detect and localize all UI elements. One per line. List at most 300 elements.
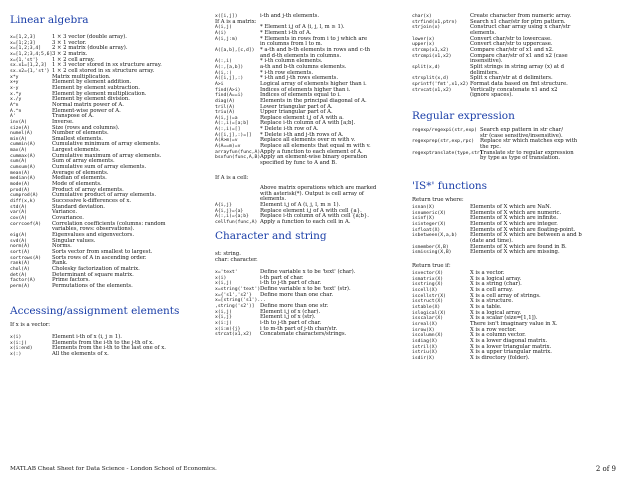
command-code: perm(A) (10, 283, 30, 289)
command-description: X is a cell array of strings. (470, 292, 541, 299)
command-code: var(A) (10, 210, 27, 216)
command-code: A(:,i)={a;b} (215, 214, 249, 220)
command-description: Covariance. (52, 215, 84, 221)
command-description: Element i,j of x (char). (260, 308, 321, 315)
command-code: A>i (215, 81, 224, 87)
command-description: 3 × 1 vector. (52, 39, 87, 46)
command-code: A(:,i) (215, 59, 232, 65)
command-code: istril(X) (412, 344, 438, 350)
command-code: istriu(X) (412, 350, 438, 356)
command-code: corrcoef(A) (10, 221, 42, 227)
command-description: Cumulative minimum of array elements. (52, 141, 161, 148)
command-code: A(:,i)=[] (215, 127, 241, 133)
cell-list (215, 186, 410, 226)
command-code: regexprep(str,exp,rpc) (412, 139, 475, 145)
command-description: insensitive). (470, 58, 503, 65)
command-code: inv(A) (10, 119, 27, 125)
is-list (412, 205, 634, 256)
command-code: max(A) (10, 148, 27, 154)
command-code: x(i,j) (215, 281, 232, 287)
command-code: A{i,j}={a} (215, 208, 244, 214)
command-description: variables, rows: observations). (52, 226, 135, 233)
page-number: 2 of 9 (595, 465, 616, 473)
command-code: x={1,'st'} (10, 57, 39, 63)
command-description: Replace all elements over m with v. (260, 137, 356, 144)
command-code: islogical(X) (412, 310, 446, 316)
command-code: triu(A) (215, 110, 235, 116)
list-item (10, 284, 210, 290)
matrix-access-list (215, 14, 410, 167)
command-code: mean(A) (10, 170, 30, 176)
command-description: 1 × 2 cell array. (52, 56, 95, 63)
command-description: Largest elements. (52, 147, 101, 154)
command-description: Average of elements. (52, 169, 109, 176)
command-description: Define more than one str. (260, 302, 329, 309)
command-code: If A is a matrix: (215, 18, 257, 25)
command-description: Apply a function to each element of A. (260, 148, 363, 155)
command-code: istable(X) (412, 304, 441, 310)
command-code: eig(A) (10, 232, 27, 238)
command-description: Elements of X which are NaN. (470, 204, 552, 210)
command-description: Element by element subtraction. (52, 84, 140, 91)
command-description: Split x char/str at d delimiters. (470, 75, 553, 82)
command-description: There isn't imaginary value in X. (470, 320, 558, 327)
command-description: Search x1 char/str for ptrn pattern. (470, 18, 566, 25)
command-code: isfloat(X) (412, 227, 441, 233)
command-description: Above matrix operations which are marked (260, 185, 377, 191)
command-description: Element by element multiplication. (52, 90, 147, 97)
command-description: Variance. (52, 209, 78, 216)
command-code: isnan(X) (412, 205, 435, 210)
command-code: strvcat(x1,x2) (412, 87, 452, 93)
command-code: prod(A) (10, 187, 30, 193)
command-description: * i-th row elements. (260, 69, 314, 76)
command-code: ismatrix(X) (412, 276, 444, 282)
command-description: Sorts vector from smallest to largest. (52, 248, 153, 255)
command-code: numel(A) (10, 131, 33, 137)
command-code: isvector(X) (412, 271, 444, 276)
command-code: isrow(X) (412, 327, 435, 333)
command-code: split(x,d) (412, 64, 441, 70)
command-code: svd(A) (10, 238, 27, 244)
command-description: X is a lower diagonal matrix. (470, 337, 548, 344)
command-description: i to m-th part of j-th char/str. (260, 325, 338, 332)
command-code: A.^n (10, 108, 22, 114)
command-description: str (case sensitive/insensitive). (480, 132, 563, 139)
command-code: x(i:m){j} (215, 326, 241, 332)
command-description: Split strings in string array (x) at d (470, 63, 565, 70)
command-description: a-th and b-th columns elements. (260, 63, 347, 70)
command-description: Normal matrix power of A. (52, 101, 124, 108)
command-description: Search exp pattern in str char/ (480, 127, 563, 133)
command-description: Define more than one char. (260, 291, 334, 298)
command-description: Create character from numeric array. (470, 13, 572, 19)
section-title-is-functions: 'IS*' functions (412, 180, 488, 192)
command-description: i-th to j-th part of char. (260, 280, 322, 287)
command-code: x*y (10, 74, 19, 80)
command-description: Replace i-th column of A with cell {a;b}. (260, 213, 369, 220)
command-code: A(:,i)=[a;b] (215, 121, 249, 127)
command-description: Sorts rows of A in ascending order. (52, 254, 147, 261)
command-code: A(:,[a,b]) (215, 64, 244, 70)
command-description: Transpose of A. (52, 113, 94, 120)
command-code: x./y (10, 97, 22, 103)
command-description: X is directory (folder). (470, 354, 530, 361)
command-description: specified by func to A and B. (260, 160, 337, 167)
command-description: Elements in the principal diagonal of A. (260, 97, 367, 104)
list-item (412, 156, 634, 162)
command-description: Element by element addition. (52, 79, 132, 86)
command-description: by type as type of translation. (480, 155, 561, 162)
command-code: det(A) (10, 272, 27, 278)
command-code: A' (10, 114, 16, 120)
command-code: mode(A) (10, 182, 30, 188)
section-title-linear-algebra: Linear algebra (10, 14, 89, 26)
command-code: cellfun(func,A) (215, 219, 258, 225)
command-description: Indices of elements equal to i. (260, 92, 341, 99)
command-description: Rank. (52, 260, 68, 267)
command-description: Apply an element-wise binary operation (260, 154, 368, 161)
command-description: Indices of elements higher than i. (260, 86, 351, 93)
command-code: iscell(X) (412, 287, 438, 293)
command-code: diff(x,k) (10, 199, 36, 205)
command-description: Elements of X which are infinite. (470, 215, 558, 222)
command-code: std(A) (10, 204, 27, 210)
command-code: A([i,j],:) (215, 76, 244, 82)
list-item (412, 93, 634, 99)
list-item (10, 352, 210, 358)
command-code: x(i) (215, 275, 227, 281)
command-code: arrayfun(func,A) (215, 149, 261, 155)
command-code: A{i,j} (215, 202, 232, 208)
command-code: regexp/regexpi(str,exp) (412, 128, 477, 133)
command-code: x(:) (10, 351, 22, 357)
command-code: ,string('s2')] (215, 303, 255, 309)
command-description: * a-th and b-th elements in rows and c-th (260, 46, 371, 53)
command-code: tril(A) (215, 104, 235, 110)
command-code: iscellstr(X) (412, 293, 446, 299)
command-code: sum(A) (10, 159, 27, 165)
command-code: x([i,j]) (215, 14, 238, 19)
list-item (215, 220, 410, 226)
command-description: i-th to j-th part of char. (260, 319, 322, 326)
section-title-char-string: Character and string (215, 230, 327, 242)
command-code: A(A==m)=v (215, 144, 241, 150)
section-title-accessing: Accessing/assignment elements (10, 305, 180, 317)
command-description: Smallest elements. (52, 135, 103, 142)
command-description: delimiters. (470, 69, 499, 76)
command-description: * Element i-th of A. (260, 29, 312, 36)
list-item (215, 332, 410, 338)
list-item (412, 250, 634, 256)
command-description: Elements from the i-th to the j-th of x. (52, 339, 154, 346)
command-description: Element i-th of x (i, j ≥ 1). (52, 334, 122, 340)
command-code (412, 156, 480, 162)
command-description: Correlation coefficients (columns: random (52, 220, 166, 227)
command-description: Sum of array elements. (52, 158, 115, 165)
command-code: x=[1,2;3,4] (10, 46, 42, 52)
page-footer (10, 466, 628, 472)
command-code: lower(x) (412, 36, 435, 42)
command-description: with asterisk(*). Output is cell array of (260, 190, 364, 197)
command-code: isdiag(X) (412, 338, 438, 344)
command-description: Format data based on fmt structure. (470, 80, 568, 87)
command-description: Singular values. (52, 237, 96, 244)
section-title-regex: Regular expression (412, 110, 515, 122)
command-code: A^n (10, 102, 19, 108)
command-description: 2 × 2 matrix (double array). (52, 45, 128, 52)
command-description: Logical array of elements higher than i. (260, 80, 367, 87)
regex-list (412, 128, 634, 162)
command-description: Construct char array using x char/str (470, 24, 571, 31)
command-description: * i-th column elements. (260, 58, 323, 65)
command-description: X is a lower triangular matrix. (470, 343, 552, 350)
footer-text: MATLAB Cheat Sheet for Data Science - London School of Economics. (10, 466, 217, 472)
command-description: (date and time). (470, 237, 513, 244)
command-description: Elements of X which are floating-point. (470, 226, 576, 233)
command-code: isnumeric(X) (412, 210, 446, 216)
command-description: and d-th elements in columns. (260, 52, 341, 59)
command-code: cummin(A) (10, 142, 36, 148)
command-description: 1 × 3 vector stored in sx structure array. (52, 62, 162, 69)
command-code: x=string('text') (215, 286, 261, 292)
command-description: Elements from the i-th to the last one of x. (52, 345, 166, 352)
linear-algebra-list (10, 35, 210, 290)
command-code: char(x) (412, 14, 432, 19)
command-code: x(i:end) (10, 346, 33, 352)
command-description: i-th and j-th elements. (260, 13, 320, 19)
command-code: sort(A) (10, 249, 30, 255)
command-code: sprintf('fmt',x1,x2) (412, 81, 469, 87)
is-intro-2: Return true if: (412, 263, 451, 269)
command-code: norm(A) (10, 244, 30, 250)
command-description: Norms. (52, 243, 72, 250)
command-description: Elements of X which are between a and b (470, 232, 582, 239)
command-code: isinf(X) (412, 216, 435, 222)
command-code: x(i) (10, 335, 22, 340)
command-description: Replace str which matches exp with (480, 138, 578, 145)
command-code: A(i,j) (215, 25, 232, 31)
command-description: Element-wise power of A. (52, 107, 121, 114)
command-description: * Delete i-th and j-th rows of A. (260, 131, 344, 138)
command-code: A(A>m)=v (215, 138, 238, 144)
accessing-list (10, 335, 210, 358)
list-item (215, 161, 410, 167)
command-description: Permutations of the elements. (52, 282, 133, 289)
command-code: regexptranslate(type,str) (412, 150, 483, 156)
command-code: rank(A) (10, 261, 30, 267)
command-description: Convert char/str to lowercase. (470, 35, 552, 42)
is-intro: Return true where: (412, 197, 464, 203)
command-code: sx.x2={1,'st'} (10, 68, 50, 74)
command-description: Median of elements. (52, 175, 107, 182)
command-description: Replace i-th column of A with [a;b]. (260, 120, 356, 127)
is-list-2 (412, 271, 634, 362)
command-code: x=[1,2;3,4;5,6] (10, 51, 53, 57)
command-description: 1 × 3 vector (double array). (52, 34, 127, 40)
command-description: Convert char/str to uppercase. (470, 41, 553, 48)
command-code: min(A) (10, 136, 27, 142)
command-description: X is a logical array. (470, 275, 522, 282)
command-code: x(i:j) (215, 320, 232, 326)
command-description: Number of elements. (52, 130, 109, 137)
command-description: Element i,j of x (str). (260, 314, 316, 321)
command-description: Standard deviation. (52, 203, 105, 210)
command-code: A(i,:) (215, 70, 232, 76)
command-code: strsplit(x,d) (412, 76, 449, 82)
command-code: find(A>i) (215, 87, 241, 93)
command-description: Elements of X which are found in B. (470, 243, 567, 250)
command-description: the rpc. (480, 143, 501, 150)
command-code: x='text' (215, 270, 238, 275)
command-code: isstruct(X) (412, 299, 444, 305)
command-code: sx.x1=[1,2,3] (10, 63, 47, 69)
command-description: Elements of X which are missing. (470, 249, 560, 256)
command-description: Upper triangular part of A. (260, 109, 333, 116)
command-description: elements. (470, 29, 497, 36)
command-description: Elements of X which are numeric. (470, 209, 562, 216)
command-code: cumprod(A) (10, 193, 39, 199)
command-code: x(i:j) (10, 340, 27, 346)
command-code: iscolumn(X) (412, 333, 444, 339)
command-description: X is a scalar (size=[1,1]). (470, 315, 538, 322)
command-description: elements. (260, 196, 287, 203)
command-description: 3 × 2 matrix. (52, 50, 88, 57)
string-func-list (412, 14, 634, 99)
command-code: x{i,j} (215, 315, 232, 321)
command-description: Vertically concatenate x1 and x2 (470, 86, 558, 93)
command-description: Cumulative maximum of array elements. (52, 152, 162, 159)
command-code: isscalar(X) (412, 316, 444, 322)
command-code: cumsum(A) (10, 165, 36, 171)
command-description: Determinant of square matrix. (52, 271, 134, 278)
command-description: X is a upper triangular matrix. (470, 349, 552, 356)
command-code: strcmpi(x1,x2) (412, 53, 452, 59)
command-code: A(i) (215, 30, 227, 36)
command-description: X is a row vector. (470, 326, 517, 333)
command-description: Prime factors. (52, 277, 90, 284)
command-description: X is a column vector. (470, 332, 526, 339)
command-description: Product of array elements. (52, 186, 124, 193)
command-code: ismember(X,B) (412, 244, 449, 250)
command-code: x=[string('s1')... (215, 298, 266, 304)
char-intro-st: st: string. (215, 251, 241, 257)
command-code: isreal(X) (412, 321, 438, 327)
command-description: Cumulative sum of array elements. (52, 164, 147, 171)
command-code: upper(x) (412, 42, 435, 48)
command-code: x(i,j) (215, 309, 232, 315)
command-code: A([a,b],[c,d]) (215, 47, 255, 53)
command-code: A([i,j],:)=[] (215, 132, 252, 138)
command-code: x+y (10, 80, 19, 86)
command-code: median(A) (10, 176, 36, 182)
command-description: i-th part of char. (260, 274, 304, 281)
list-item (412, 356, 634, 362)
command-code: cummax(A) (10, 153, 36, 159)
command-code: diag(A) (215, 98, 235, 104)
command-code: isdir(X) (412, 355, 435, 361)
command-code: x=[1;2;3] (10, 40, 36, 46)
command-code: sortrows(A) (10, 255, 42, 261)
command-code: cov(A) (10, 216, 27, 221)
command-description: * i-th and j-th rows elements. (260, 75, 339, 82)
command-code: x.*y (10, 91, 22, 97)
command-code: ismissing(X,B) (412, 250, 452, 256)
command-description: * Delete i-th row of A. (260, 126, 319, 133)
command-code: isstring(X) (412, 282, 444, 288)
command-description: X is a vector. (470, 270, 505, 276)
command-code: strjoin(x) (412, 25, 441, 31)
command-description: Lower triangular part of A. (260, 103, 333, 110)
command-description: * Elements in rows from i to j which are (260, 35, 368, 42)
command-code: isbetween(X,a,b) (412, 233, 458, 239)
command-code: A(i,j)=a (215, 115, 238, 121)
command-description: Elements of X which are integer. (470, 220, 558, 227)
command-description: Successive k-differences of x. (52, 198, 132, 205)
command-code: size(A) (10, 125, 30, 131)
command-code (215, 161, 260, 167)
command-code: x-y (10, 85, 19, 91)
command-code: find(A==i) (215, 93, 244, 99)
command-description: Element i,j of A (i, j, l, m ≥ 1). (260, 201, 341, 208)
command-description: Replace all elements that equal m with v. (260, 143, 371, 150)
command-description: X is a table. (470, 303, 502, 310)
command-code: strcat(x1,x2) (215, 332, 252, 338)
command-description: Translate str to regular expression (480, 149, 574, 156)
command-description: in columns from l to m. (260, 41, 323, 48)
char-intro-char: char: character. (215, 257, 258, 263)
command-description: Mode of elements. (52, 181, 102, 188)
command-description: X is a logical array. (470, 309, 522, 316)
command-description: Cumulative product of array elements. (52, 192, 157, 199)
command-description: Compare char/str of x1 and x2 (case (470, 52, 568, 59)
command-description: Define variable x to be 'text' (str). (260, 285, 351, 292)
command-code: x={'s1','s2'} (215, 292, 252, 298)
command-description: Replace element i,j of A with cell {a}. (260, 207, 362, 214)
command-description: Define variable x to be 'text' (char). (260, 269, 356, 275)
command-description: Element by element division. (52, 96, 130, 103)
command-description: (ignore spaces). (470, 92, 513, 99)
command-code: isinteger(X) (412, 221, 446, 227)
command-description: Matrix multiplication. (52, 73, 111, 80)
command-description: X is a cell array. (470, 286, 513, 293)
command-description: X is a structure. (470, 298, 514, 305)
char-list (215, 270, 410, 338)
command-description: * Element i,j of A (i, j, l, m ≥ 1). (260, 24, 345, 31)
command-description: Apply a function to each cell in A. (260, 218, 351, 225)
command-description: Eigenvalues and eigenvectors. (52, 231, 135, 238)
command-code: chol(A) (10, 266, 30, 272)
cell-intro: If A is a cell: (215, 175, 249, 181)
command-description: X is a string (char). (470, 281, 522, 288)
command-code: factor(A) (10, 278, 36, 284)
command-description: All the elements of x. (52, 350, 109, 357)
command-code: strcmp(x1,x2) (412, 47, 449, 53)
command-code: bsxfun(func,A,B) (215, 155, 261, 161)
accessing-intro: If x is a vector: (10, 322, 51, 328)
command-code: A(i,j:m) (215, 36, 238, 42)
command-code: strfind(x1,ptrn) (412, 19, 458, 25)
command-code: x=[1,2,3] (10, 35, 36, 40)
command-description: Compare char/str of x1 and x2. (470, 46, 554, 53)
command-description: Cholesky factorization of matrix. (52, 265, 140, 272)
command-description: Size (rows and columns). (52, 124, 120, 131)
command-code (412, 93, 470, 99)
command-description: Replace element i,j of A with a. (260, 114, 344, 121)
command-description: Inverse. (52, 118, 74, 125)
command-description: Concatenate characters/strings. (260, 331, 347, 338)
command-description: 1 × 2 cell stored in sx structure array. (52, 67, 155, 74)
